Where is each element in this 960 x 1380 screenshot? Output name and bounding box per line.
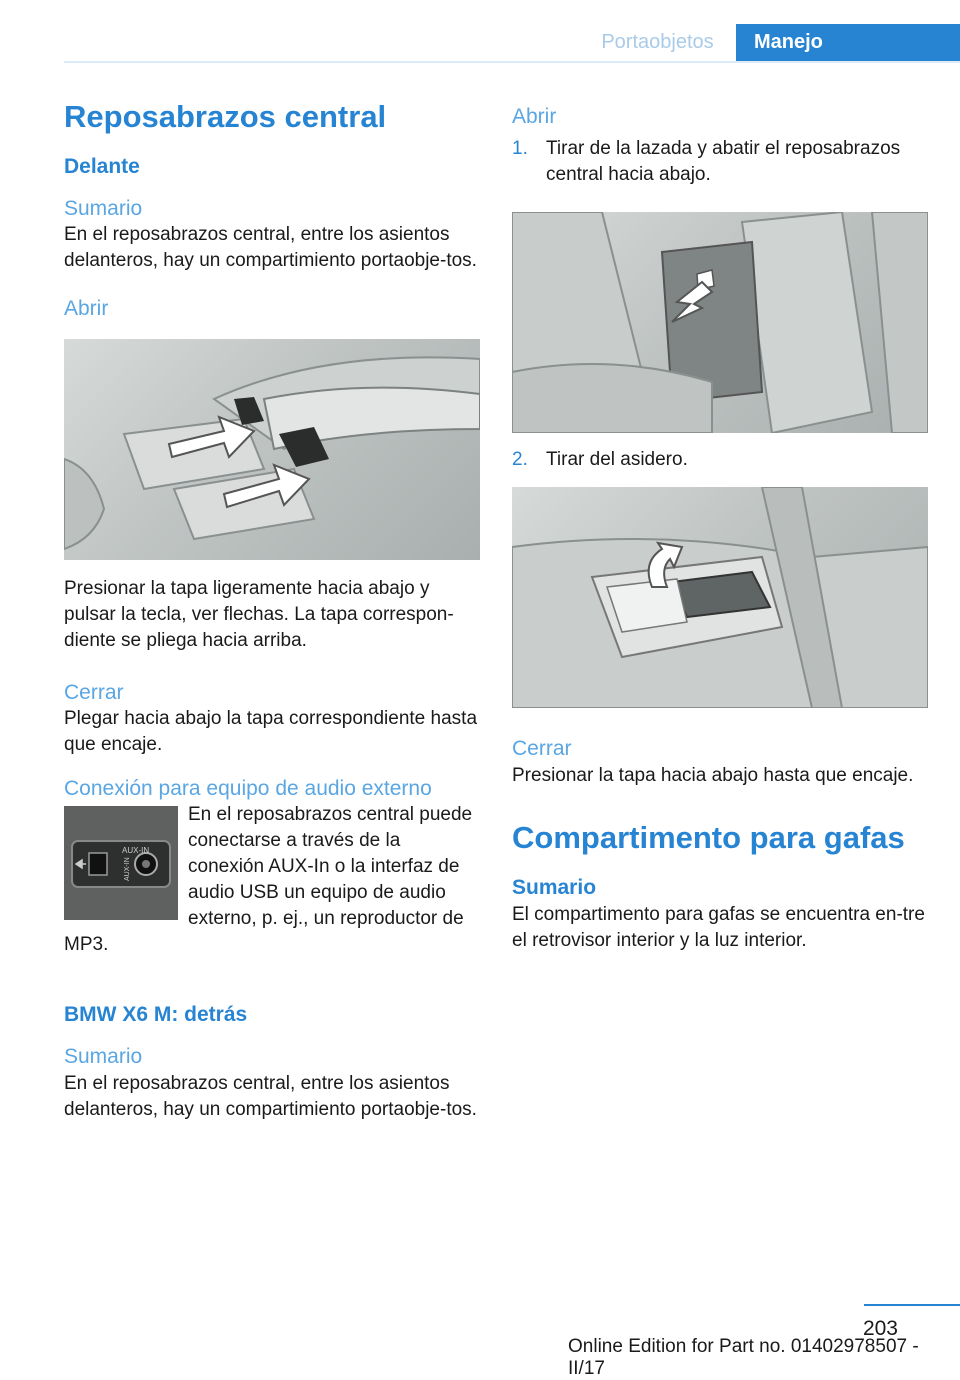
step-number: 2. bbox=[512, 449, 528, 471]
steps-list bbox=[512, 136, 928, 188]
rear-armrest-illustration bbox=[512, 487, 928, 708]
header-rule bbox=[64, 61, 960, 63]
abrir-rear-heading: Abrir bbox=[512, 105, 557, 128]
cerrar-rear-heading: Cerrar bbox=[512, 737, 572, 761]
armrest-open-figure bbox=[64, 339, 480, 560]
aux-usb-figure bbox=[64, 806, 178, 920]
gafas-title: Compartimento para gafas bbox=[512, 819, 905, 855]
sumario2-text: En el reposabrazos central, entre los asientos delanteros, hay un compartimiento portaobje‐tos. bbox=[64, 1072, 477, 1120]
steps-list-2 bbox=[512, 447, 928, 473]
cerrar-rear-text: Presionar la tapa hacia abajo hasta que encaje. bbox=[512, 764, 914, 786]
armrest-illustration bbox=[64, 339, 480, 560]
audio-block bbox=[64, 802, 480, 958]
rear-armrest-figure bbox=[512, 487, 928, 708]
rear-seat-figure bbox=[512, 212, 928, 433]
rear-seat-illustration bbox=[512, 212, 928, 433]
aux-label-rotated: AUX-IN bbox=[124, 857, 131, 881]
section-x6m: BMW X6 M: detrás bbox=[64, 1003, 248, 1026]
audio-heading: Conexión para equipo de audio externo bbox=[64, 776, 432, 800]
gafas-text: El compartimento para gafas se encuentra en‐tre el retrovisor interior y la luz interior. bbox=[512, 903, 925, 951]
step-number: 1. bbox=[512, 138, 528, 160]
left-column bbox=[64, 98, 480, 1123]
sumario-heading: Sumario bbox=[64, 197, 143, 220]
right-column bbox=[512, 98, 928, 954]
edition-text: Online Edition for Part no. 01402978507 - II/17 bbox=[568, 1336, 919, 1379]
step-text: Tirar del asidero. bbox=[546, 449, 688, 471]
footer-rule bbox=[864, 1304, 960, 1306]
step-2 bbox=[512, 447, 928, 473]
audio-text: En el reposabrazos central puede conectarse a través de la conexión AUX-In o la interfaz de audio USB un equipo de audio externo, p. ej., un reproductor de MP3. bbox=[64, 804, 473, 955]
step-1 bbox=[512, 136, 928, 188]
section-delante: Delante bbox=[64, 154, 140, 178]
abrir-heading: Abrir bbox=[64, 297, 109, 321]
aux-label: AUX-IN bbox=[122, 846, 150, 855]
step-text: Tirar de la lazada y abatir el reposabrazos central hacia abajo. bbox=[546, 138, 901, 186]
page-number: 203 bbox=[862, 1317, 898, 1340]
sumario2-heading: Sumario bbox=[64, 1045, 143, 1069]
sumario-text: En el reposabrazos central, entre los asientos delanteros, hay un compartimiento portaobje‐tos. bbox=[64, 224, 477, 272]
header-chapter-tab[interactable]: Manejo bbox=[736, 24, 960, 61]
aux-usb-illustration bbox=[64, 806, 178, 920]
cerrar-text: Plegar hacia abajo la tapa correspondiente hasta que encaje. bbox=[64, 707, 478, 755]
abrir-text: Presionar la tapa ligeramente hacia abajo y pulsar la tecla, ver flechas. La tapa correspon‐diente se pliega hacia arriba. bbox=[64, 577, 454, 651]
gafas-sumario-heading: Sumario bbox=[512, 876, 597, 900]
cerrar-heading: Cerrar bbox=[64, 680, 124, 704]
page-title: Reposabrazos central bbox=[64, 99, 387, 134]
header-section-tab[interactable]: Portaobjetos bbox=[601, 31, 714, 53]
